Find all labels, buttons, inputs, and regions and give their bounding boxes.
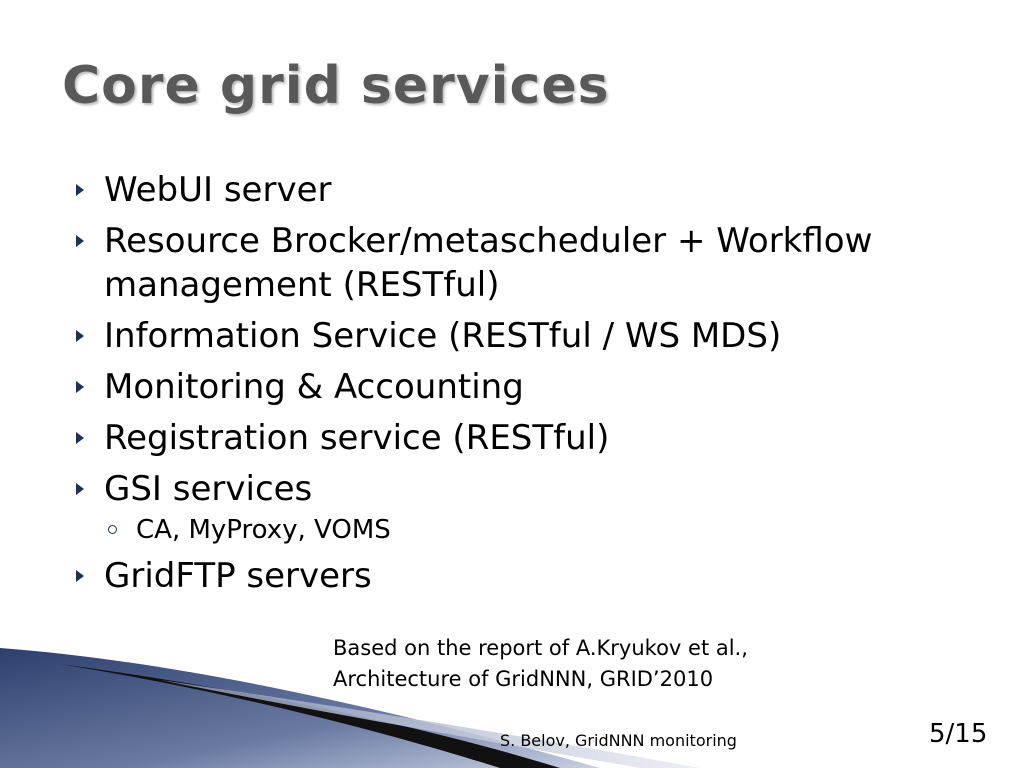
triangle-right-icon xyxy=(76,330,84,342)
triangle-right-icon xyxy=(76,235,84,247)
bullet-item xyxy=(76,168,976,212)
bullet-item xyxy=(76,554,976,598)
circle-outline-icon xyxy=(108,525,117,534)
bullet-text: Information Service (RESTful / WS MDS) xyxy=(104,316,782,356)
bullet-item xyxy=(76,314,976,358)
reference-line: Based on the report of A.Kryukov et al., xyxy=(333,636,748,660)
bullet-item xyxy=(76,467,976,511)
reference-note xyxy=(333,633,748,695)
footer-text: S. Belov, GridNNN monitoring xyxy=(500,731,737,750)
reference-line: Architecture of GridNNN, GRID’2010 xyxy=(333,667,714,691)
triangle-right-icon xyxy=(76,432,84,444)
triangle-right-icon xyxy=(76,381,84,393)
bullet-text: WebUI server xyxy=(104,170,332,210)
bullet-text: Resource Brocker/metascheduler + Workflow management (RESTful) xyxy=(104,221,873,305)
bullet-text: GSI services xyxy=(104,469,313,509)
sub-bullet-text: CA, MyProxy, VOMS xyxy=(136,515,391,545)
bullet-text: Registration service (RESTful) xyxy=(104,418,610,458)
bullet-text: GridFTP servers xyxy=(104,556,372,596)
triangle-right-icon xyxy=(76,184,84,196)
bullet-text: Monitoring & Accounting xyxy=(104,367,524,407)
page-number: 5/15 xyxy=(929,719,988,749)
bullet-list xyxy=(76,168,976,605)
bullet-item xyxy=(76,416,976,460)
triangle-right-icon xyxy=(76,570,84,582)
sub-bullet-item xyxy=(76,512,976,548)
triangle-right-icon xyxy=(76,483,84,495)
slide-title: Core grid services xyxy=(62,56,610,116)
bullet-item xyxy=(76,219,976,307)
bullet-item xyxy=(76,365,976,409)
